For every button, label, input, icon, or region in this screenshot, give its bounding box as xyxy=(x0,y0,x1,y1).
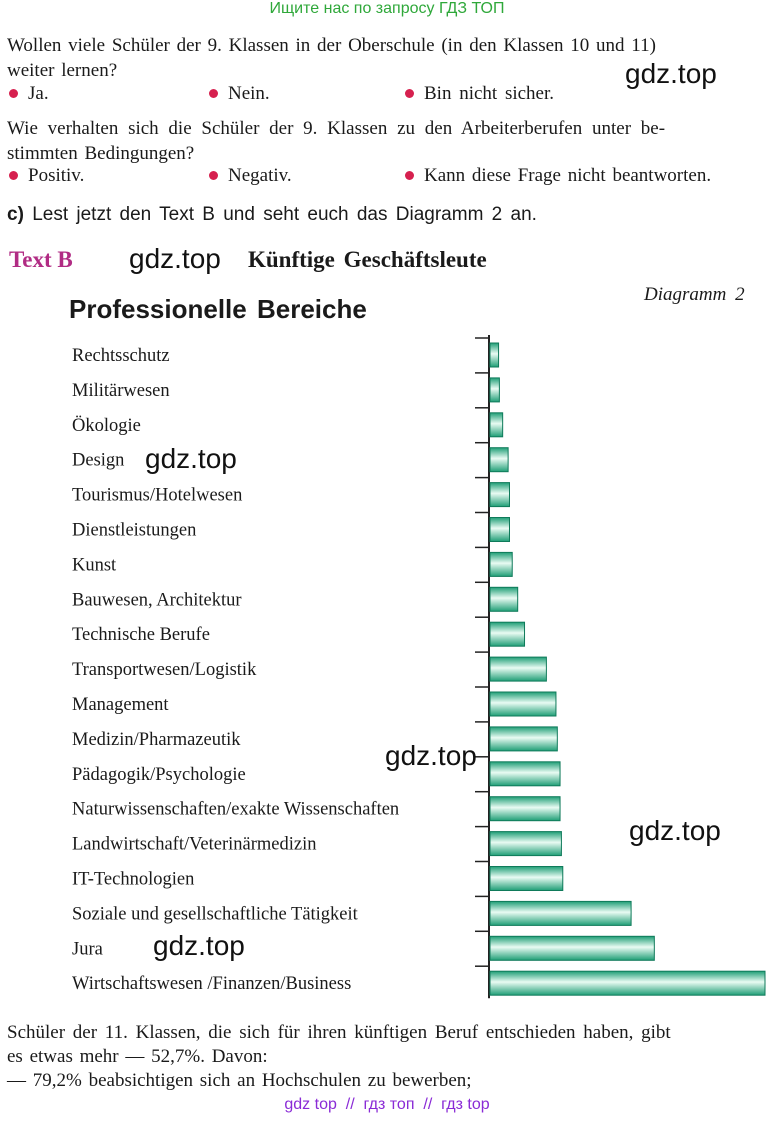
bar xyxy=(490,483,509,507)
bar xyxy=(490,692,556,716)
bar xyxy=(490,413,503,437)
bar xyxy=(490,343,499,367)
watermark: gdz.top xyxy=(629,815,721,846)
category-label: Rechtsschutz xyxy=(72,346,170,366)
category-label: Pädagogik/Psychologie xyxy=(72,764,246,785)
category-label: Medizin/Pharmazeutik xyxy=(72,729,241,750)
watermark: gdz.top xyxy=(153,930,245,961)
question-1-line-1: Wollen viele Schüler der 9. Klassen in der Oberschule (in den Klassen 10 und 11) xyxy=(7,35,656,56)
bar xyxy=(490,587,518,611)
category-label: Technische Berufe xyxy=(72,625,210,646)
bar xyxy=(490,797,560,821)
bar xyxy=(490,622,525,646)
option-label: Bin nicht sicher. xyxy=(424,83,555,104)
watermark: gdz.top xyxy=(625,58,717,89)
bar xyxy=(490,971,765,995)
bar xyxy=(490,867,563,891)
chart-title: Professionelle Bereiche xyxy=(69,294,367,324)
category-label: Design xyxy=(72,450,125,471)
text-b-label: Text B xyxy=(9,247,73,272)
category-label: Kunst xyxy=(72,555,117,576)
option-label: Positiv. xyxy=(28,165,85,186)
task-letter: c) xyxy=(7,204,24,225)
task-text: Lest jetzt den Text B und seht euch das Diagramm 2 an. xyxy=(32,204,537,225)
paragraph-line-3: — 79,2% beabsichtigen sich an Hochschulen zu bewerben; xyxy=(7,1070,472,1091)
category-label: Ökologie xyxy=(72,415,141,436)
option-label: Nein. xyxy=(228,83,270,104)
bar xyxy=(490,552,512,576)
footer-links: gdz top // гдз топ // гдз top xyxy=(284,1096,490,1113)
category-label: Militärwesen xyxy=(72,380,170,401)
option-label: Ja. xyxy=(28,83,49,104)
category-label: IT-Technologien xyxy=(72,869,195,890)
category-label: Transportwesen/Logistik xyxy=(72,660,257,681)
bar xyxy=(490,448,508,472)
category-label: Landwirtschaft/Veterinärmedizin xyxy=(72,834,317,855)
watermark: gdz.top xyxy=(145,443,237,474)
question-2-line-2: stimmten Bedingungen? xyxy=(7,143,195,164)
category-label: Naturwissenschaften/exakte Wissenschaften xyxy=(72,799,400,820)
category-label: Wirtschaftswesen /Finanzen/Business xyxy=(72,974,352,995)
diagram-caption: Diagramm 2 xyxy=(644,284,745,305)
watermark: gdz.top xyxy=(129,243,221,274)
watermark: gdz.top xyxy=(385,740,477,771)
category-label: Bauwesen, Architektur xyxy=(72,590,242,611)
promo-banner: Ищите нас по запросу ГДЗ ТОП xyxy=(269,0,505,17)
option-label: Negativ. xyxy=(228,165,292,186)
category-label: Soziale und gesellschaftliche Tätigkeit xyxy=(72,904,358,925)
text-b-title: Künftige Geschäftsleute xyxy=(248,247,487,272)
option-label: Kann diese Frage nicht beantworten. xyxy=(424,165,712,186)
category-label: Tourismus/Hotelwesen xyxy=(72,485,243,506)
bar xyxy=(490,762,560,786)
question-1-line-2: weiter lernen? xyxy=(7,60,118,81)
category-label: Jura xyxy=(72,939,103,960)
bar xyxy=(490,936,654,960)
question-2-line-1: Wie verhalten sich die Schüler der 9. Klassen zu den Arbeiterberufen unter be- xyxy=(7,118,666,139)
bar xyxy=(490,727,557,751)
bar xyxy=(490,901,631,925)
bar xyxy=(490,378,499,402)
category-label: Dienstleistungen xyxy=(72,520,197,541)
paragraph-line-1: Schüler der 11. Klassen, die sich für ihren künftigen Beruf entschieden haben, gibt xyxy=(7,1022,671,1043)
paragraph-line-2: es etwas mehr — 52,7%. Davon: xyxy=(7,1046,268,1067)
bar xyxy=(490,518,509,542)
category-label: Management xyxy=(72,695,169,715)
bar xyxy=(490,657,546,681)
bar xyxy=(490,832,561,856)
